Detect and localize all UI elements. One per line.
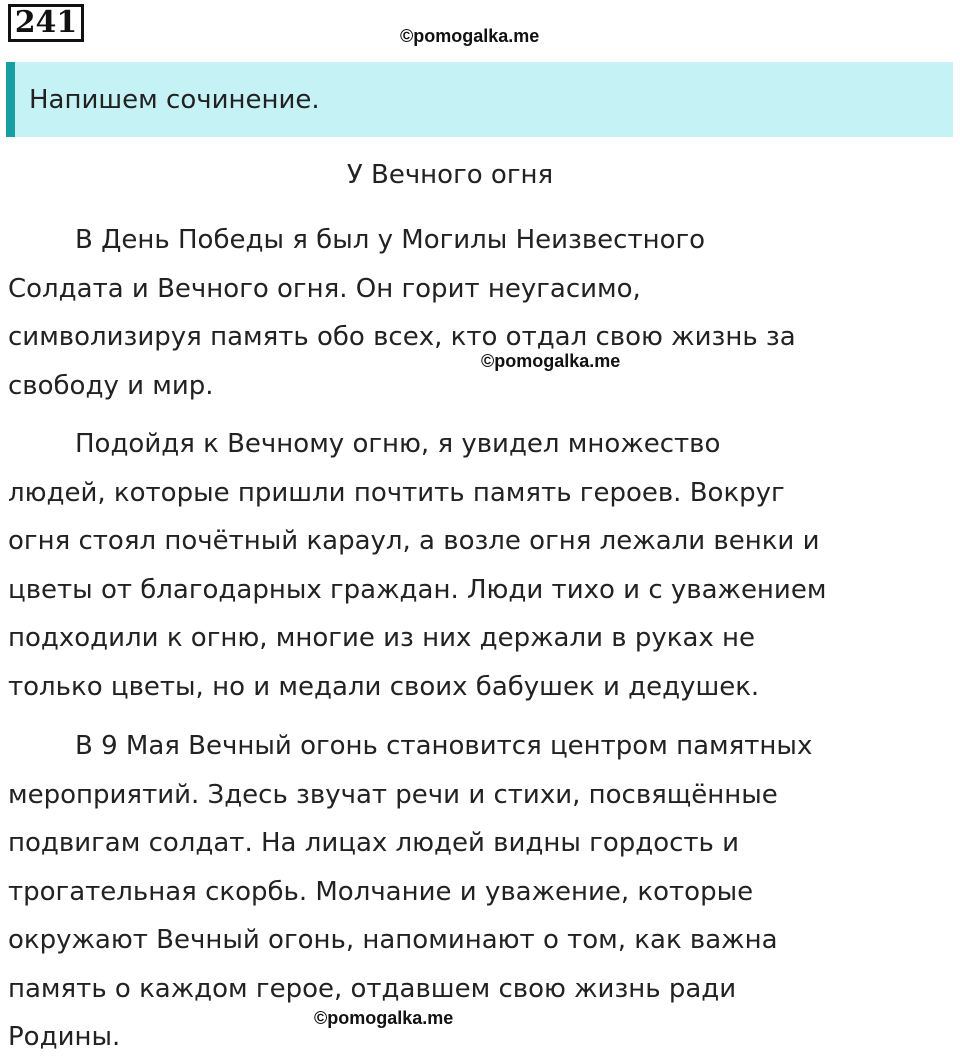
paragraph-line: трогательная скорбь. Молчание и уважение, которые	[8, 876, 754, 907]
essay-paragraph-3	[8, 722, 948, 1062]
paragraph-line: Родины.	[8, 1022, 121, 1052]
paragraph-line: мероприятий. Здесь звучат речи и стихи, посвящённые	[8, 779, 778, 810]
paragraph-line: окружают Вечный огонь, напоминают о том, как важна	[8, 925, 778, 955]
task-instruction: Напишем сочинение.	[29, 85, 320, 115]
watermark-bottom: ©pomogalka.me	[314, 1008, 454, 1028]
watermark-top: ©pomogalka.me	[400, 26, 540, 46]
paragraph-line: символизируя память обо всех, кто отдал свою жизнь за	[8, 322, 796, 352]
paragraph-line: свободу и мир.	[8, 370, 214, 401]
paragraph-line: подходили к огню, многие из них держали в руках не	[8, 623, 756, 653]
paragraph-line: только цветы, но и медали своих бабушек и дедушек.	[8, 671, 760, 702]
essay-paragraph-2	[8, 420, 948, 711]
paragraph-line: Солдата и Вечного огня. Он горит неугасимо,	[8, 273, 641, 304]
paragraph-line: людей, которые пришли почтить память героев. Вокруг	[8, 477, 785, 508]
paragraph-line: цветы от благодарных граждан. Люди тихо и с уважением	[8, 574, 827, 605]
paragraph-line: В День Победы я был у Могилы Неизвестного	[75, 225, 706, 255]
task-number-badge: 241	[8, 4, 84, 42]
paragraph-line: В 9 Мая Вечный огонь становится центром памятных	[75, 731, 813, 761]
essay-paragraph-1	[8, 216, 948, 410]
task-banner	[6, 62, 953, 137]
paragraph-line: подвигам солдат. На лицах людей видны гордость и	[8, 828, 740, 858]
watermark-middle: ©pomogalka.me	[481, 351, 621, 371]
paragraph-line: Подойдя к Вечному огню, я увидел множество	[75, 429, 721, 459]
paragraph-line: огня стоял почётный караул, а возле огня лежали венки и	[8, 526, 820, 556]
paragraph-line: память о каждом герое, отдавшем свою жизнь ради	[8, 973, 737, 1004]
essay-title: У Вечного огня	[346, 160, 554, 190]
